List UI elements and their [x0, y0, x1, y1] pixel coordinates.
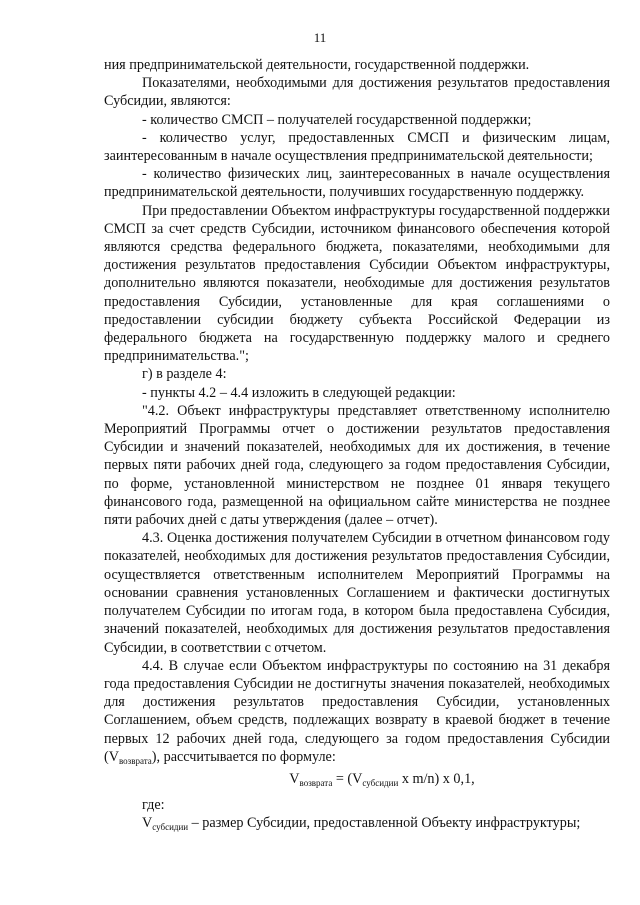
where-label: где:: [142, 797, 165, 814]
paragraph: [104, 657, 610, 766]
subscript: возврата: [299, 777, 333, 788]
formula-eq: = (V: [332, 770, 363, 787]
definition: [104, 814, 610, 832]
paragraph-text: ), рассчитывается по формуле:: [151, 748, 336, 765]
paragraph: г) в разделе 4:: [142, 366, 227, 383]
paragraph: При предоставлении Объектом инфраструктуры государственной поддержки СМСП за счет средств Субсидии, источником финансового обеспечения которой являются средства федерального бюджета, показателями, необходимыми для достижения результатов предоставления Субсидии Объектом инфраструктуры, дополнительно являются показатели, необходимые для достижения результатов предоставления Субсидии, установленные для края соглашениями о предоставлении субсидии бюджету субъекта Российской Федерации из федерального бюджета на государственную поддержку малого и среднего предпринимательства.";: [104, 202, 610, 365]
document-body: [104, 56, 610, 833]
subscript: субсидии: [362, 777, 399, 788]
definition-text: – размер Субсидии, предоставленной Объекту инфраструктуры;: [188, 815, 581, 832]
paragraph: "4.2. Объект инфраструктуры представляет ответственному исполнителю Мероприятий Программы отчет о достижении результатов предоставления Субсидии и значений показателей, необходимых для их достижения, в течение первых пяти рабочих дней года, следующего за годом предоставления Субсидии, по форме, установленной министерством не позднее 01 января текущего финансового года, размещенной на официальном сайте министерства не позднее пяти рабочих дней с даты утверждения (далее – отчет).: [104, 402, 610, 529]
paragraph: - пункты 4.2 – 4.4 изложить в следующей редакции:: [142, 384, 456, 401]
list-item: - количество СМСП – получателей государственной поддержки;: [142, 111, 532, 128]
list-item: - количество услуг, предоставленных СМСП и физическим лицам, заинтересованным в начале осуществления предпринимательской деятельности;: [104, 129, 610, 165]
formula: [104, 770, 610, 788]
formula-var: V: [289, 770, 300, 787]
formula-rest: x m/n) x 0,1,: [398, 770, 475, 787]
paragraph: Показателями, необходимыми для достижения результатов предоставления Субсидии, являются:: [104, 75, 610, 110]
page-number: 11: [313, 30, 327, 45]
subscript: субсидии: [152, 822, 189, 833]
paragraph: ния предпринимательской деятельности, государственной поддержки.: [104, 57, 530, 73]
definition-var: V: [142, 815, 153, 832]
paragraph-text: 4.4. В случае если Объектом инфраструктуры по состоянию на 31 декабря года предоставления Субсидии не достигнуты значения показателей, необходимых для достижения результатов предоставления Субсидии, установленных Соглашением, объем средств, подлежащих возврату в краевой бюджет в течение первых 12 рабочих дней года, следующего за годом предоставления Субсидии (V: [104, 657, 610, 765]
list-item: - количество физических лиц, заинтересованных в начале осуществления предпринимательской деятельности, получивших государственную поддержку.: [104, 166, 610, 201]
paragraph: 4.3. Оценка достижения получателем Субсидии в отчетном финансовом году показателей, необходимых для достижения результатов предоставления Субсидии, осуществляется ответственным исполнителем Мероприятий Программы на основании сравнения установленных Соглашением и фактически достигнутых получателем Субсидии по итогам года, в котором была предоставлена Субсидия, значений показателей, необходимых для достижения результатов предоставления Субсидии, в соответствии с отчетом.: [104, 530, 610, 656]
subscript: возврата: [118, 755, 152, 766]
